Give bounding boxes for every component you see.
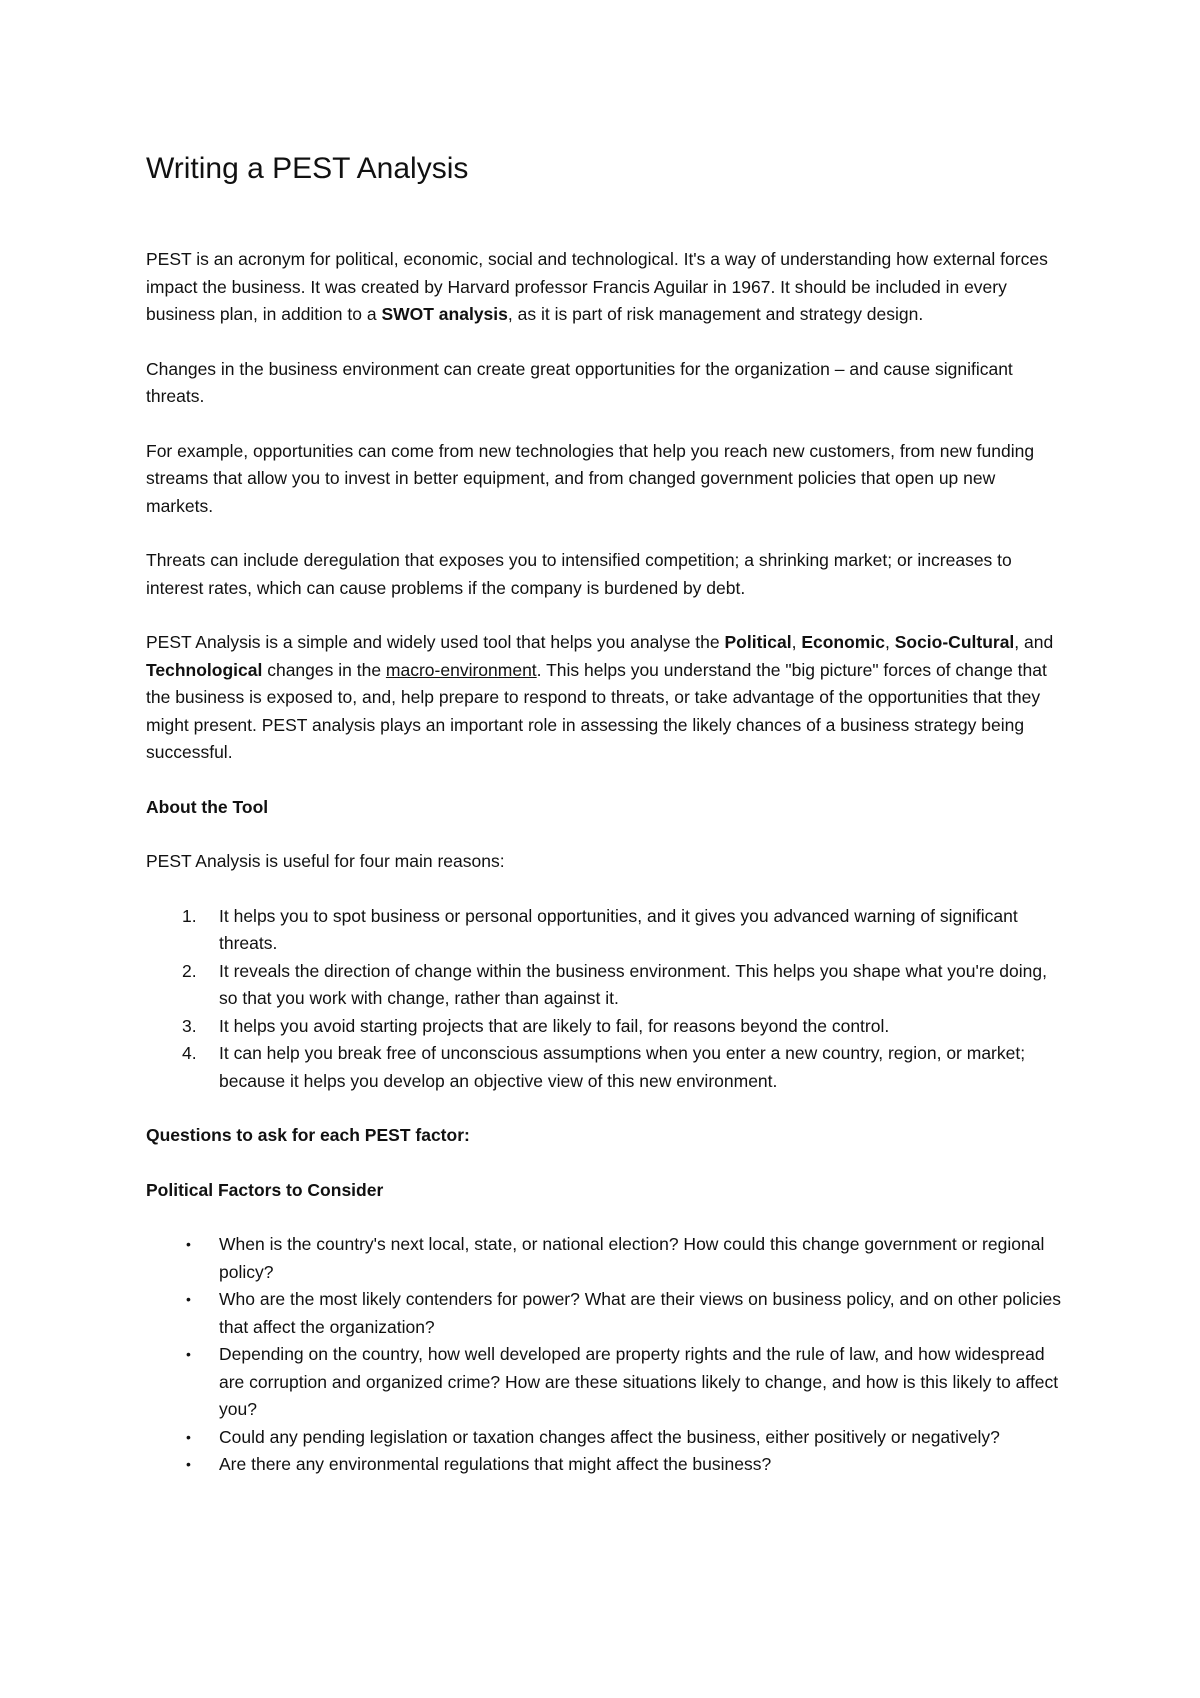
list-item	[146, 1231, 1066, 1286]
list-item	[146, 1286, 1066, 1341]
intro-paragraph-3: For example, opportunities can come from new technologies that help you reach new customers, from new funding streams that allow you to invest in better equipment, and from changed government policies that open up new markets.	[146, 440, 1035, 516]
list-item-text: It helps you to spot business or personal opportunities, and it gives you advanced warning of significant threats.	[219, 905, 1018, 953]
bullet-icon: •	[186, 1346, 191, 1362]
political-factors-list	[146, 1231, 1066, 1479]
list-item	[146, 1451, 1066, 1479]
text-span: , as it is part of risk management and strategy design.	[507, 304, 924, 324]
list-item-text: When is the country's next local, state, or national election? How could this change government or regional policy?	[219, 1234, 1045, 1282]
list-item	[146, 1424, 1066, 1452]
economic-bold: Economic	[801, 632, 885, 652]
list-item	[146, 1040, 1066, 1095]
bullet-icon: •	[186, 1456, 191, 1472]
reasons-list	[146, 903, 1066, 1096]
list-item-text: It reveals the direction of change within the business environment. This helps you shape what you're doing, so that you work with change, rather than against it.	[219, 960, 1047, 1008]
intro-paragraph-4: Threats can include deregulation that exposes you to intensified competition; a shrinking market; or increases to interest rates, which can cause problems if the company is burdened by debt.	[146, 550, 1012, 598]
list-item-text: It helps you avoid starting projects that are likely to fail, for reasons beyond the control.	[219, 1015, 890, 1036]
list-number: 2.	[182, 960, 197, 981]
text-span: changes in the	[262, 659, 386, 680]
about-lead: PEST Analysis is useful for four main reasons:	[146, 851, 505, 871]
intro-paragraph-2: Changes in the business environment can create great opportunities for the organization – and cause significant threats.	[146, 358, 1013, 406]
bullet-icon: •	[186, 1428, 191, 1445]
list-item-text: Are there any environmental regulations that might affect the business?	[219, 1454, 772, 1474]
political-factors-heading: Political Factors to Consider	[146, 1179, 384, 1200]
political-bold: Political	[724, 632, 792, 652]
text-span: ,	[884, 632, 895, 652]
text-span: . This helps you understand the "big picture" forces of change that the business is exposed to, and, help prepare to respond to threats, or take advantage of the opportunities that they might present. PEST analysis plays an important role in assessing the likely chances of a business strategy being successful.	[146, 659, 1047, 762]
technological-bold: Technological	[146, 659, 263, 680]
list-number: 1.	[182, 905, 197, 926]
text-span: PEST is an acronym for political, economic, social and technological. It's a way of understanding how external forces impact the business. It was created by Harvard professor Francis Aguilar in 1967. It should be included in every business plan, in addition to a	[146, 249, 1048, 324]
list-item-text: Depending on the country, how well developed are property rights and the rule of law, and how widespread are corruption and organized crime? How are these situations likely to change, and how is this likely to affect you?	[219, 1344, 1059, 1419]
text-span: PEST Analysis is a simple and widely used tool that helps you analyse the	[146, 632, 725, 652]
list-item	[146, 1013, 1066, 1041]
list-item	[146, 1341, 1066, 1424]
bullet-icon: •	[186, 1236, 191, 1252]
intro-paragraph-1	[146, 246, 1066, 329]
text-span: ,	[791, 632, 802, 652]
list-number: 3.	[182, 1015, 197, 1036]
list-item-text: Who are the most likely contenders for power? What are their views on business policy, and on other policies that affect the organization?	[219, 1289, 1062, 1337]
intro-paragraph-5	[146, 629, 1066, 767]
macro-environment-link[interactable]: macro-environment	[385, 659, 537, 680]
questions-heading: Questions to ask for each PEST factor:	[146, 1125, 470, 1145]
list-item-text: It can help you break free of unconscious assumptions when you enter a new country, region, or market; because it helps you develop an objective view of this new environment.	[219, 1043, 1026, 1091]
swot-analysis-bold: SWOT analysis	[381, 304, 508, 324]
list-item	[146, 903, 1066, 958]
socio-cultural-bold: Socio-Cultural	[894, 632, 1015, 652]
document-title: Writing a PEST Analysis	[146, 152, 469, 185]
list-item	[146, 958, 1066, 1013]
text-span: , and	[1014, 632, 1054, 652]
document-page	[146, 150, 1066, 1506]
about-tool-heading: About the Tool	[146, 796, 269, 817]
list-item-text: Could any pending legislation or taxation changes affect the business, either positively or negatively?	[219, 1426, 1000, 1447]
bullet-icon: •	[186, 1291, 191, 1307]
list-number: 4.	[182, 1043, 197, 1063]
